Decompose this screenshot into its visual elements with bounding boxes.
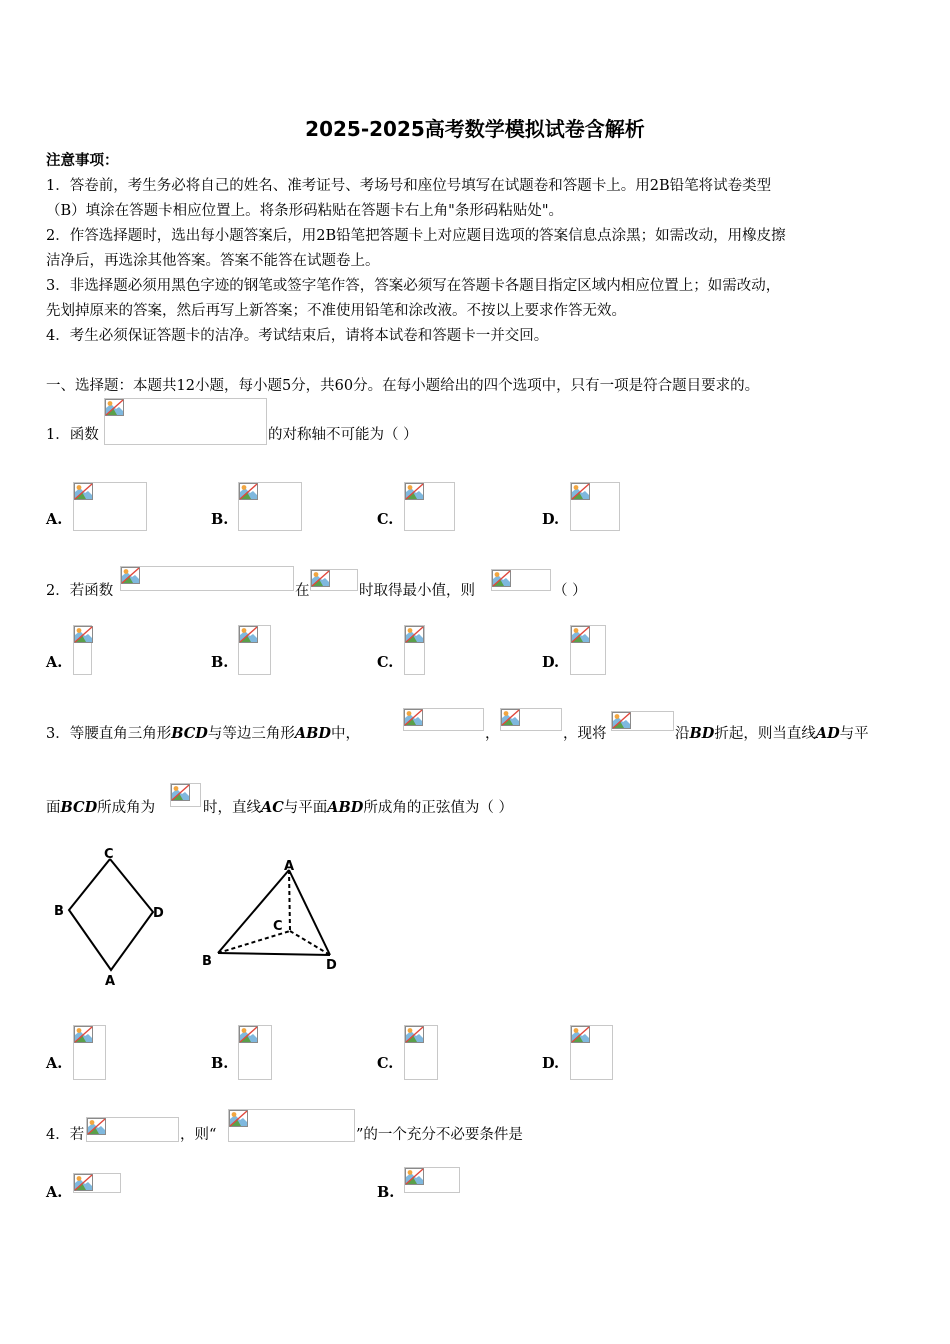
notice-line: 洁净后，再选涂其他答案。答案不能答在试题卷上。 (46, 253, 380, 269)
formula-image (86, 1117, 179, 1142)
option-image (73, 1173, 121, 1193)
option-image (238, 625, 271, 675)
formula-image (120, 566, 294, 591)
q2-suffix: （ ） (553, 583, 587, 599)
option-image (404, 625, 425, 675)
option-image (73, 1025, 106, 1080)
option-label: B. (211, 654, 229, 671)
option-label: D. (542, 511, 560, 528)
tetra-label-b: B (202, 954, 212, 969)
option-label: D. (542, 654, 560, 671)
formula-image (170, 783, 201, 807)
option-image (404, 482, 455, 531)
q2-prefix: 2．若函数 (46, 583, 114, 599)
option-label: B. (211, 511, 229, 528)
option-image (404, 1025, 438, 1080)
notice-line: （B）填涂在答题卡相应位置上。将条形码粘贴在答题卡右上角"条形码粘贴处"。 (46, 203, 563, 219)
option-image (570, 625, 606, 675)
option-image (73, 625, 92, 675)
rhombus-label-a: A (105, 974, 116, 989)
formula-image (104, 398, 267, 445)
tetra-label-d: D (326, 958, 337, 973)
formula-image (491, 569, 551, 591)
option-image (404, 1167, 460, 1193)
notice-line: 2．作答选择题时，选出每小题答案后，用2B铅笔把答题卡上对应题目选项的答案信息点涂黑；如需改动，用橡皮擦 (46, 228, 786, 244)
q3-line1: 3．等腰直角三角形BCD与等边三角形ABD中， (46, 725, 360, 742)
option-image (73, 482, 147, 531)
rhombus-label-c: C (104, 847, 114, 862)
option-image (570, 482, 620, 531)
notice-line: 先划掉原来的答案，然后再写上新答案；不准使用铅笔和涂改液。不按以上要求作答无效。 (46, 303, 626, 319)
option-label: B. (377, 1184, 395, 1201)
q3-comma: ， (485, 726, 500, 742)
tetrahedron-figure (218, 870, 330, 955)
option-label: A. (46, 1184, 63, 1201)
option-image (238, 1025, 272, 1080)
q4-prefix: 4．若 (46, 1127, 85, 1143)
section-heading: 一、选择题：本题共12小题，每小题5分，共60分。在每小题给出的四个选项中，只有一项是符合题目要求的。 (46, 378, 760, 394)
rhombus-label-b: B (54, 904, 64, 919)
rhombus-figure (69, 859, 153, 970)
formula-image (228, 1109, 355, 1142)
option-label: C. (377, 511, 394, 528)
notice-heading: 注意事项： (46, 152, 119, 169)
q3-line2-tail: 时，直线AC与平面ABD所成角的正弦值为（ ） (203, 799, 513, 816)
q2-mid2: 时取得最小值，则 (359, 583, 475, 599)
option-label: C. (377, 654, 394, 671)
q3-line2-head: 面BCD所成角为 (46, 799, 156, 816)
option-label: A. (46, 654, 63, 671)
q2-mid1: 在 (295, 583, 310, 599)
page-title: 2025-2025高考数学模拟试卷含解析 (305, 117, 645, 141)
q1-suffix: 的对称轴不可能为（ ） (268, 427, 418, 443)
q4-suffix: ”的一个充分不必要条件是 (356, 1127, 523, 1143)
formula-image (611, 711, 674, 731)
notice-line: 1．答卷前，考生务必将自己的姓名、准考证号、考场号和座位号填写在试题卷和答题卡上。用2B铅笔将试卷类型 (46, 178, 772, 194)
formula-image (403, 708, 484, 731)
q4-mid1: ，则“ (180, 1127, 217, 1143)
option-label: A. (46, 511, 63, 528)
q3-mid3: ，现将 (563, 726, 607, 742)
formula-image (500, 708, 562, 731)
notice-line: 3．非选择题必须用黑色字迹的钢笔或签字笔作答，答案必须写在答题卡各题目指定区域内相应位置上；如需改动， (46, 278, 781, 294)
notice-line: 4．考生必须保证答题卡的洁净。考试结束后，请将本试卷和答题卡一并交回。 (46, 328, 549, 344)
q3-line1-tail: 沿BD折起，则当直线AD与平 (675, 725, 869, 742)
tetra-label-c: C (273, 919, 283, 934)
option-label: D. (542, 1055, 560, 1072)
option-image (570, 1025, 613, 1080)
q1-prefix: 1．函数 (46, 427, 99, 443)
q3-figure (46, 842, 346, 992)
formula-image (310, 569, 358, 591)
option-label: B. (211, 1055, 229, 1072)
option-label: A. (46, 1055, 63, 1072)
rhombus-label-d: D (153, 906, 164, 921)
option-image (238, 482, 302, 531)
option-label: C. (377, 1055, 394, 1072)
tetra-label-a: A (284, 859, 295, 874)
